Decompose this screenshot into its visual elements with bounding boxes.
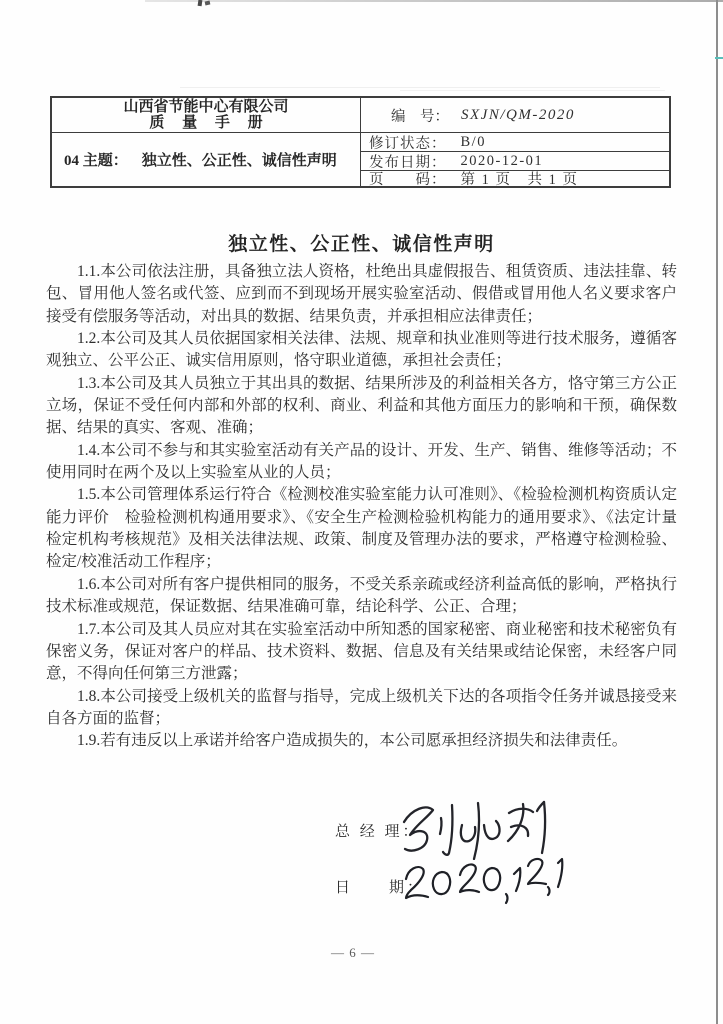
section-label: 04 主题： — [64, 153, 128, 169]
page-number-value: 第 1 页 共 1 页 — [460, 172, 579, 186]
company-title-cell — [52, 98, 360, 132]
declaration-paragraph-1-6: 1.6.本公司对所有客户提供相同的服务，不受关系亲疏或经济利益高低的影响，严格执行技术标准或规范，保证数据、结果准确可靠，结论科学、公正、合理； — [46, 575, 677, 616]
declaration-paragraph-1-7: 1.7.本公司及其人员应对其在实验室活动中所知悉的国家秘密、商业秘密和技术秘密负有保密义务，保证对客户的样品、技术资料、数据、信息及有关结果或结论保密，未经客户同意，不得向任何第三方泄露； — [46, 620, 677, 683]
scan-artifact-teal-tick — [715, 57, 723, 59]
document-body — [46, 261, 677, 753]
issue-date-label: 发布日期： — [369, 154, 447, 170]
declaration-paragraph-1-5: 1.5.本公司管理体系运行符合《检测校准实验室能力认可准则》、《检验检测机构资质认定能力评价 检验检测机构通用要求》、《安全生产检测检验机构能力的通用要求》、《法定计量检定机构考核规范》及相关法律法规、政策、制度及管理办法的要求，严格遵守检测检验、检定/校准活动工作程序； — [46, 486, 677, 571]
doc-number-label: 编 号： — [391, 108, 449, 125]
revision-status-cell — [360, 132, 669, 151]
scan-artifact-streak — [180, 87, 660, 88]
company-name: 山西省节能中心有限公司 — [123, 98, 289, 115]
document-header-table — [50, 96, 671, 188]
scan-artifact-top-edge — [145, 0, 723, 2]
revision-label: 修订状态： — [369, 135, 447, 151]
declaration-paragraph-1-9: 1.9.若有违反以上承诺并给客户造成损失的，本公司愿承担经济损失和法律责任。 — [77, 732, 628, 750]
declaration-paragraph-1-2: 1.2.本公司及其人员依据国家相关法律、法规、规章和执业准则等进行技术服务，遵循客观独立、公平公正、诚实信用原则，恪守职业道德，承担社会责任； — [46, 330, 677, 370]
scan-artifact-right-edge — [716, 0, 718, 1024]
manual-title: 质 量 手 册 — [149, 114, 270, 131]
signature-date-label: 日 期： — [335, 880, 426, 896]
scan-artifact-streak — [400, 90, 665, 91]
section-title: 独立性、公正性、诚信性声明 — [141, 153, 337, 169]
declaration-paragraph-1-1: 1.1.本公司依法注册，具备独立法人资格，杜绝出具虚假报告、租赁资质、违法挂靠、转包、冒用他人签名或代签、应到而不到现场开展实验室活动、假借或冒用他人名义要求客户接受有偿服务等活动，对出具的数据、结果负责，并承担相应法律责任； — [46, 263, 677, 325]
revision-value: B/0 — [460, 133, 486, 150]
page-number-label: 页 码： — [369, 172, 447, 186]
declaration-paragraph-1-3: 1.3.本公司及其人员独立于其出具的数据、结果所涉及的利益相关各方，恪守第三方公正立场，保证不受任何内部和外部的权利、商业、利益和其他方面压力的影响和干预，确保数据、结果的真实、客观、准确； — [46, 374, 677, 437]
document-title: 独立性、公正性、诚信性声明 — [228, 234, 495, 255]
declaration-paragraph-1-4: 1.4.本公司不参与和其实验室活动有关产品的设计、开发、生产、销售、维修等活动；不使用同时在两个及以上实验室从业的人员； — [46, 441, 677, 482]
general-manager-signature-handwriting — [392, 796, 562, 860]
doc-number-value: SXJN/QM-2020 — [461, 106, 575, 123]
doc-number-cell — [360, 98, 669, 132]
page-number-cell — [360, 170, 669, 186]
signature-date-handwriting — [398, 857, 570, 905]
section-title-cell — [52, 132, 360, 186]
scan-artifact-smudge — [205, 1, 211, 6]
general-manager-label: 总 经 理： — [335, 824, 421, 840]
declaration-paragraph-1-8: 1.8.本公司接受上级机关的监督与指导，完成上级机关下达的各项指令任务并诚恳接受来自各方面的监督； — [46, 687, 677, 727]
issue-date-value: 2020-12-01 — [460, 152, 544, 169]
scan-artifact-smudge — [198, 0, 203, 6]
footer-page-number: — 6 — — [331, 945, 375, 960]
issue-date-cell — [360, 151, 669, 170]
